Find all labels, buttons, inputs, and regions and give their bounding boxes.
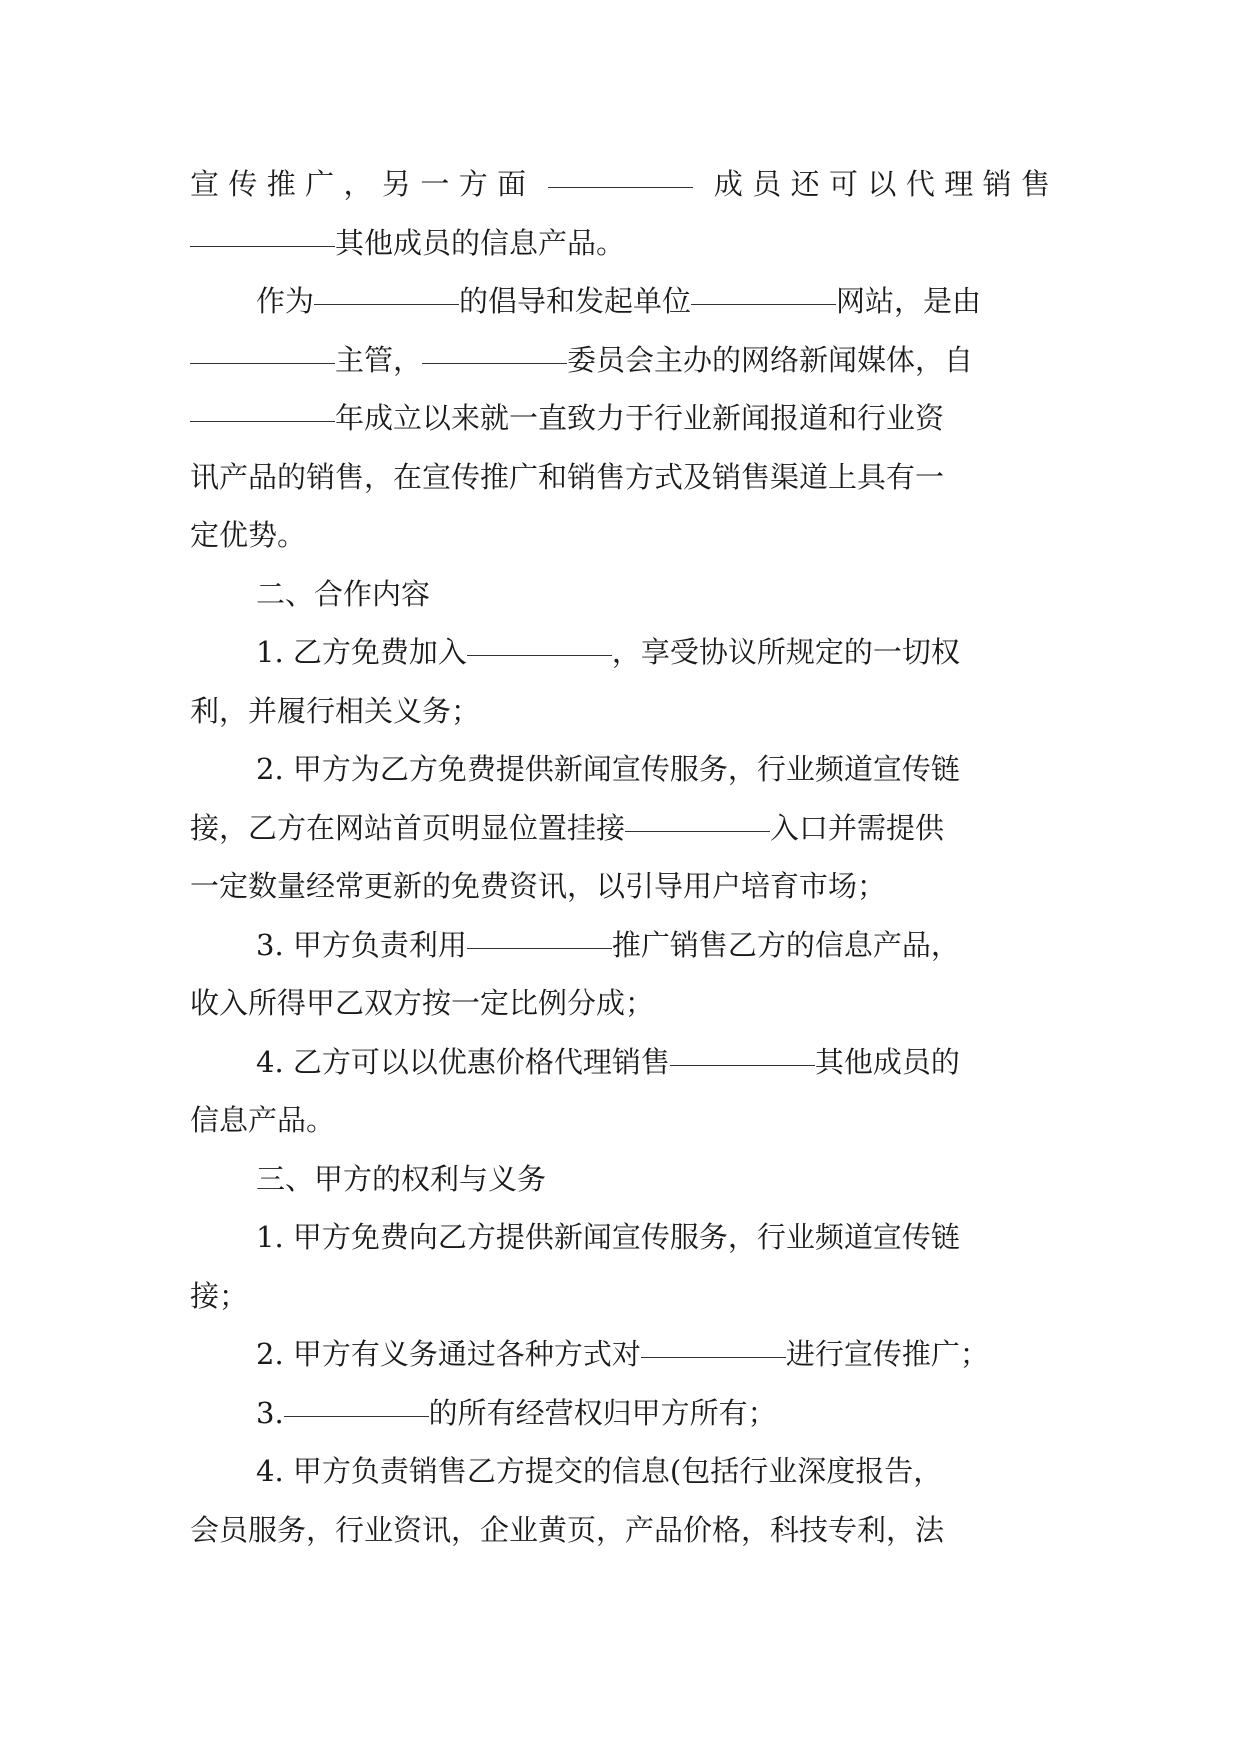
text-segment: 的倡导和发起单位	[459, 284, 692, 318]
text-segment: 2. 甲方有义务通过各种方式对	[256, 1337, 641, 1371]
text-line	[190, 1033, 1050, 1092]
text-segment: 的所有经营权归甲方所有；	[428, 1395, 777, 1430]
text-segment: 网站，是由	[836, 284, 982, 318]
document-body	[190, 155, 1050, 1559]
text-segment: 入口并需提供	[770, 810, 945, 845]
fill-in-blank[interactable]	[625, 830, 770, 832]
text-line	[190, 272, 1050, 331]
fill-in-blank[interactable]	[190, 362, 335, 364]
fill-in-blank[interactable]	[691, 303, 836, 305]
text-segment: 3. 甲方负责利用	[256, 927, 467, 962]
text-segment: 接，乙方在网站首页明显位置挂接	[190, 810, 626, 845]
section-heading: 三、甲方的权利与义务	[256, 1161, 547, 1196]
text-segment: 成员还可以代理销售	[704, 167, 1050, 201]
text-segment: 委员会主办的网络新闻媒体，自	[567, 342, 974, 377]
text-line	[190, 799, 1050, 858]
text-line: 收入所得甲乙双方按一定比例分成；	[190, 986, 655, 1020]
text-segment: 主管，	[335, 342, 423, 377]
fill-in-blank[interactable]	[314, 303, 459, 305]
fill-in-blank[interactable]	[548, 186, 693, 188]
fill-in-blank[interactable]	[190, 245, 335, 247]
text-line	[190, 916, 1050, 975]
text-line: 一定数量经常更新的免费资讯，以引导用户培育市场；	[190, 869, 887, 903]
text-line	[190, 155, 1050, 214]
fill-in-blank[interactable]	[641, 1356, 786, 1358]
fill-in-blank[interactable]	[467, 947, 612, 949]
text-line: 信息产品。	[190, 1103, 336, 1137]
text-segment: 3.	[256, 1395, 284, 1430]
text-line: 利，并履行相关义务；	[190, 693, 481, 728]
text-segment: ，享受协议所规定的一切权	[611, 635, 960, 669]
text-segment: 推广销售乙方的信息产品，	[611, 927, 960, 962]
text-line	[190, 1384, 1050, 1443]
text-line: 定优势。	[190, 518, 307, 552]
fill-in-blank[interactable]	[670, 1064, 815, 1066]
text-segment: 宣传推广，另一方面	[190, 167, 536, 201]
fill-in-blank[interactable]	[422, 362, 567, 364]
text-segment: 其他成员的	[814, 1044, 960, 1079]
text-segment: 作为	[256, 284, 315, 318]
text-line: 4. 甲方负责销售乙方提交的信息(包括行业深度报告，	[256, 1454, 943, 1488]
text-line	[190, 389, 1050, 448]
text-segment: 1. 乙方免费加入	[256, 635, 467, 669]
text-line	[190, 1325, 1050, 1384]
text-line: 接；	[190, 1278, 249, 1313]
section-heading: 二、合作内容	[256, 576, 431, 611]
fill-in-blank[interactable]	[190, 420, 335, 422]
text-segment: 进行宣传推广；	[785, 1337, 989, 1371]
fill-in-blank[interactable]	[467, 654, 612, 656]
text-line	[190, 214, 1050, 273]
text-line	[190, 331, 1050, 390]
text-line	[190, 623, 1050, 682]
text-segment: 4. 乙方可以以优惠价格代理销售	[256, 1044, 670, 1079]
text-line: 2. 甲方为乙方免费提供新闻宣传服务，行业频道宣传链	[256, 752, 960, 786]
text-line: 会员服务，行业资讯，企业黄页，产品价格，科技专利，法	[190, 1512, 945, 1547]
text-segment: 其他成员的信息产品。	[335, 225, 626, 260]
text-line: 1. 甲方免费向乙方提供新闻宣传服务，行业频道宣传链	[256, 1220, 960, 1254]
fill-in-blank[interactable]	[284, 1415, 429, 1417]
text-segment: 年成立以来就一直致力于行业新闻报道和行业资	[335, 401, 945, 435]
text-line: 讯产品的销售，在宣传推广和销售方式及销售渠道上具有一	[190, 459, 945, 494]
